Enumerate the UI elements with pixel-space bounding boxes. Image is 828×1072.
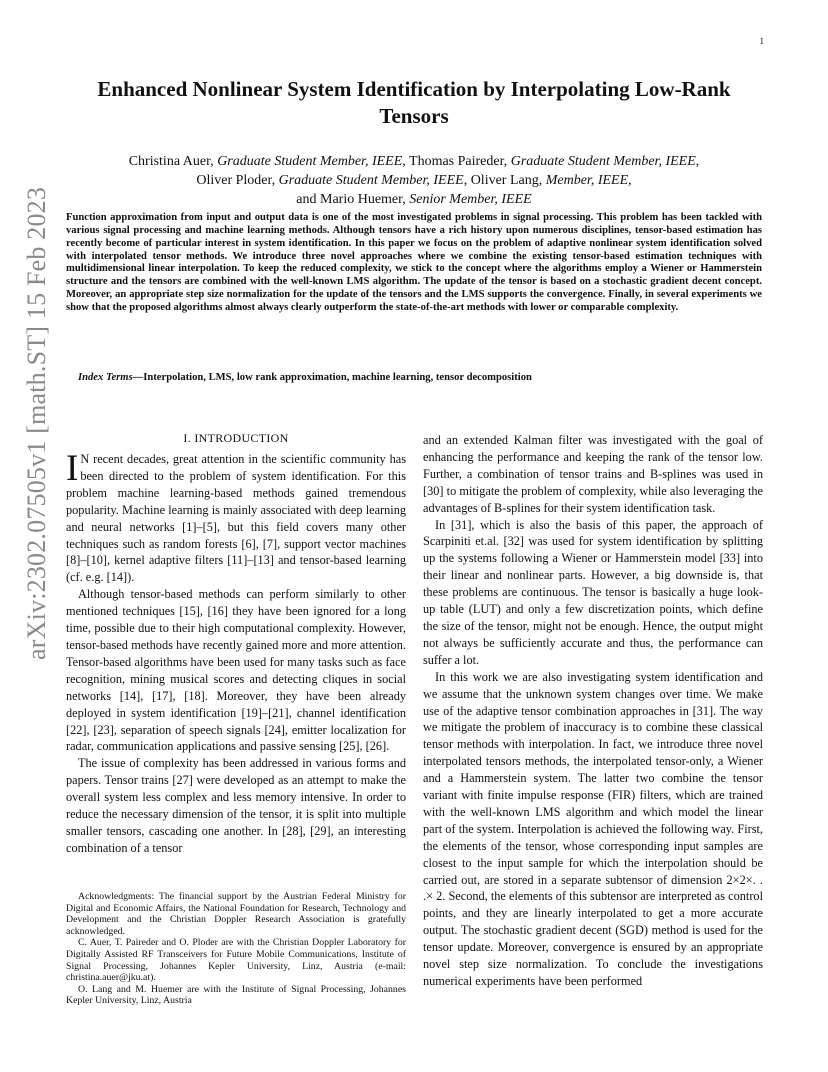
abstract: Function approximation from input and output data is one of the most investigated problems in signal processing. This problem has been tackled with various signal processing and machine learning methods. Although tensors have a rich history upon numerous disciplines, tensor-based estimation has recently become of particular interest in system identification. In this paper we focus on the problem of adaptive nonlinear system identification solved with interpolated tensor methods. We introduce three novel approaches where we combine the existing tensor-based estimation techniques with multidimensional linear interpolation. To keep the reduced complexity, we stick to the concept where the algorithms employ a Wiener or Hammerstein structure and the tensors are combined with the well-known LMS algorithm. The update of the tensor is based on a stochastic gradient decent concept. Moreover, an appropriate step size normalization for the update of the tensors and the LMS supports the convergence. Finally, in several experiments we show that the proposed algorithms almost always clearly outperform the state-of-the-art methods with lower or comparable complexity. bbox=[66, 212, 762, 313]
left-column bbox=[66, 430, 406, 857]
author-line-3 bbox=[70, 190, 758, 209]
section-heading: I. INTRODUCTION bbox=[183, 431, 289, 445]
author-name: , bbox=[695, 154, 700, 169]
body-paragraph: Although tensor-based methods can perform similarly to other mentioned techniques [15], [16] they have been ignored for a long time, possible due to their high computational complexity. However, tensor-based methods have recently gained more and more attention. Tensor-based algorithms have been used for many tasks such as face recognition, mining musical scores and detecting cliques in social networks [14], [17], [18]. Moreover, they have been already deployed in system identification [19]–[21], channel identification [22], [23], separation of speech signals [24], emitter localization for radar, communication applications and passive sensing [25], [26]. bbox=[66, 587, 406, 754]
author-list bbox=[70, 152, 758, 209]
author-name: Christina Auer, bbox=[128, 154, 218, 169]
body-paragraph: In this work we are also investigating system identification and we assume that the unknown system changes over time. We make use of the adaptive tensor combination approaches in [31]. The way we mitigate the problem of inaccuracy is to combine these classical tensor methods with interpolation. In fact, we introduce three novel interpolated tensors methods, the interpolated tensor-only, a Wiener and a Hammerstein system. The latter two combine the tensor variant with finite impulse response (FIR) filters, which are trained with the well-known LMS algorithm and which model the linear part of the system. Interpolation is achieved the following way. First, the elements of the tensor, whose corresponding input samples are closest to the input sample for which the interpolation should be carried out, are stored in a separate subtensor of dimension 2×2×. . .× 2. Second, the elements of this subtensor are interpreted as control points, and they are linearly interpolated to get a more accurate output. The stochastic gradient decent (SGD) method is used for the tensor update. Moreover, convergence is ensured by an appropriate novel step size normalization. To conclude the investigations numerical experiments have been performed bbox=[423, 669, 763, 988]
drop-cap: I bbox=[66, 448, 79, 489]
index-terms bbox=[78, 371, 762, 384]
body-paragraph: In [31], which is also the basis of this paper, the approach of Scarpiniti et.al. [32] was used for system identification by splitting up the systems following a Wiener or Hammerstein model [33] into their linear and nonlinear parts. However, a big downside is, that these problems are continuous. The tensor is basically a huge look-up table (LUT) and only a few discretization points, which define the size of the tensor, might not be enough. Hence, the output might not always be sufficiently accurate and thus, the performance can suffer a lot. bbox=[423, 517, 763, 667]
index-terms-label: Index Terms bbox=[78, 372, 133, 383]
author-name: Oliver Ploder, bbox=[196, 173, 279, 188]
right-column bbox=[423, 432, 763, 990]
author-line-2 bbox=[70, 171, 758, 190]
author-membership: Graduate Student Member, IEEE bbox=[217, 154, 403, 169]
body-paragraph-continued: and an extended Kalman filter was investigated with the goal of enhancing the performance and keeping the rank of the tensor low. Further, a combination of tensor trains and B-splines was used in [30] to mitigate the problem of complexity, while also leveraging the advantages of B-splines for their system identification task. bbox=[423, 433, 763, 515]
index-terms-text: —Interpolation, LMS, low rank approximation, machine learning, tensor decomposition bbox=[132, 372, 532, 383]
author-name: , Oliver Lang, bbox=[463, 173, 546, 188]
author-name: and Mario Huemer, bbox=[296, 192, 410, 207]
intro-first-paragraph-text: N recent decades, great attention in the scientific community has been directed to the problem of system identification. For this problem machine learning-based methods gained tremendous popularity. Machine learning is mainly associated with deep learning and neural networks [1]–[5], but this field covers many other techniques such as random forests [6], [7], support vector machines [8]–[10], kernel adaptive filters [11]–[13] and tensor-based learning (cf. e.g. [14]). bbox=[66, 452, 406, 585]
author-name: , bbox=[628, 173, 632, 188]
author-membership: Graduate Student Member, IEEE bbox=[278, 173, 464, 188]
footnotes bbox=[66, 891, 406, 1007]
author-line-1 bbox=[70, 152, 758, 171]
footnote-affiliation-2: O. Lang and M. Huemer are with the Institute of Signal Processing, Johannes Kepler University, Linz, Austria bbox=[66, 983, 406, 1007]
author-membership: Member, IEEE bbox=[545, 173, 629, 188]
footnote-acknowledgments: Acknowledgments: The financial support by the Austrian Federal Ministry for Digital and Economic Affairs, the National Foundation for Research, Technology and Development and the Christian Doppler Research Association is gratefully acknowledged. bbox=[66, 891, 406, 937]
page-number: 1 bbox=[759, 36, 764, 46]
author-name: , Thomas Paireder, bbox=[402, 154, 511, 169]
footnote-affiliation-1: C. Auer, T. Paireder and O. Ploder are with the Christian Doppler Laboratory for Digitally Assisted RF Transceivers for Future Mobile Communications, Institute of Signal Processing, Johannes Kepler University, Linz, Austria (e-mail: christina.auer@jku.at). bbox=[66, 937, 406, 984]
arxiv-identifier-stamp[interactable]: arXiv:2302.07505v1 [math.ST] 15 Feb 2023 bbox=[22, 186, 51, 660]
author-membership: Graduate Student Member, IEEE bbox=[510, 154, 696, 169]
intro-first-paragraph bbox=[66, 448, 406, 586]
body-paragraph: The issue of complexity has been addressed in various forms and papers. Tensor trains [27] were developed as an attempt to make the overall system less complex and less memory intensive. In order to reduce the necessary dimension of the tensor, it is split into multiple smaller tensors, cascading one another. In [28], [29], an interesting combination of a tensor bbox=[66, 756, 406, 855]
author-membership: Senior Member, IEEE bbox=[409, 192, 532, 207]
paper-title: Enhanced Nonlinear System Identification by Interpolating Low-Rank Tensors bbox=[97, 77, 731, 128]
